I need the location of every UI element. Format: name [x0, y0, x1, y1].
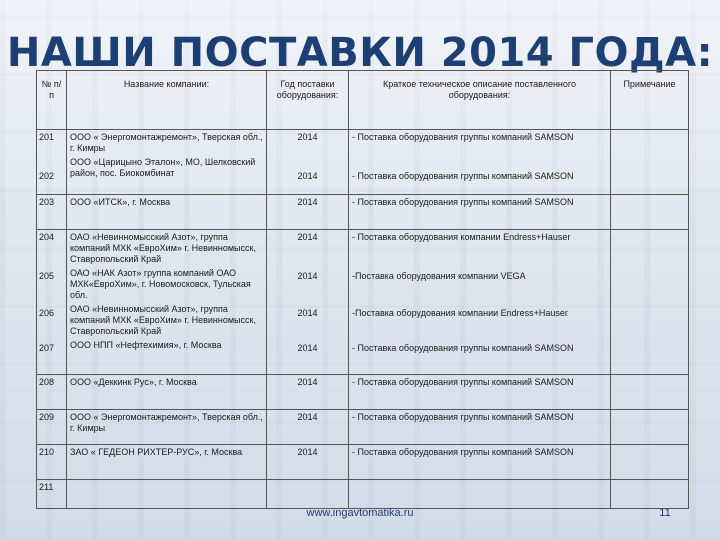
cell-company [67, 480, 267, 509]
table-row [37, 410, 689, 445]
cell-number-line: 207 [39, 343, 55, 353]
cell-description-line: - Поставка оборудования группы компаний SAMSON [352, 447, 574, 457]
cell-note [611, 230, 689, 375]
cell-number [37, 480, 67, 509]
cell-year [267, 410, 349, 445]
cell-number-line: 211 [39, 482, 54, 492]
header-description: Краткое техническое описание поставленного оборудования: [349, 71, 611, 130]
cell-company-line: ООО «ИТСК», г. Москва [70, 197, 171, 207]
page-number: 11 [659, 507, 671, 519]
cell-company [67, 410, 267, 445]
cell-description [349, 130, 611, 195]
cell-number [37, 230, 67, 375]
cell-number [37, 130, 67, 195]
table-row [37, 195, 689, 230]
cell-company-line: ЗАО « ГЕДЕОН РИХТЕР-РУС», г. Москва [70, 447, 243, 457]
cell-number-line: 204 [39, 232, 55, 242]
table-row [37, 445, 689, 480]
header-note: Примечание [611, 71, 689, 130]
cell-number-line: 206 [39, 308, 55, 318]
cell-number-line: 202 [39, 171, 55, 181]
website-link[interactable]: www.ingavtomatika.ru [306, 507, 414, 519]
cell-year-line: 2014 [297, 377, 318, 387]
cell-description [349, 195, 611, 230]
cell-number [37, 445, 67, 480]
cell-description-line: - Поставка оборудования компании Endress+Hauser [352, 232, 571, 242]
table-row [37, 375, 689, 410]
cell-year-line: 2014 [297, 308, 318, 318]
cell-description-line: - Поставка оборудования группы компаний SAMSON [352, 412, 574, 422]
cell-description [349, 480, 611, 509]
cell-description-line: - Поставка оборудования группы компаний SAMSON [352, 343, 574, 353]
cell-description [349, 375, 611, 410]
cell-company [67, 130, 267, 195]
cell-description [349, 445, 611, 480]
cell-number [37, 375, 67, 410]
cell-description [349, 410, 611, 445]
table-body [37, 130, 689, 509]
cell-year [267, 230, 349, 375]
cell-year-line: 2014 [297, 271, 318, 281]
deliveries-table [36, 70, 689, 509]
cell-number-line: 210 [39, 447, 55, 457]
table-row [37, 130, 689, 195]
cell-company [67, 375, 267, 410]
cell-year-line: 2014 [297, 343, 318, 353]
cell-year [267, 195, 349, 230]
cell-number-line: 208 [39, 377, 55, 387]
cell-description-line: - Поставка оборудования группы компаний SAMSON [352, 171, 574, 181]
cell-year-line: 2014 [297, 197, 318, 207]
cell-company-line: ООО «Деккинк Рус», г. Москва [70, 377, 197, 387]
cell-year-line: 2014 [297, 232, 318, 242]
header-year: Год поставки оборудования: [267, 71, 349, 130]
cell-company-line: ОАО «Невинномысский Азот», группа компаний МХК «ЕвроХим» г. Невинномысск, Ставропольский Край [70, 232, 256, 264]
cell-number-line: 209 [39, 412, 55, 422]
cell-year [267, 480, 349, 509]
cell-number-line: 205 [39, 271, 55, 281]
cell-year [267, 375, 349, 410]
cell-description-line: - Поставка оборудования группы компаний SAMSON [352, 132, 574, 142]
cell-number-line: 203 [39, 197, 55, 207]
cell-company-line: ОАО «Невинномысский Азот», группа компаний МХК «ЕвроХим» г. Невинномысск, Ставропольский Край [70, 304, 256, 336]
cell-description-line: -Поставка оборудования компании VEGA [352, 271, 526, 281]
table-row [37, 480, 689, 509]
cell-number-line: 201 [39, 132, 55, 142]
table-row [37, 230, 689, 375]
cell-year [267, 130, 349, 195]
cell-number [37, 195, 67, 230]
cell-company-line: ООО « Энергомонтажремонт», Тверская обл., г. Кимры [70, 412, 263, 433]
header-num: № п/п [37, 71, 67, 130]
cell-year [267, 445, 349, 480]
cell-note [611, 410, 689, 445]
cell-company-line: ОАО «НАК Азот» группа компаний ОАО МХК«ЕвроХим», г. Новомосковск, Тульская обл. [70, 268, 251, 300]
cell-company [67, 445, 267, 480]
cell-company-line: ООО «Царицыно Эталон», МО, Шелковский район, пос. Биокомбинат [70, 157, 256, 178]
header-company: Название компании: [67, 71, 267, 130]
cell-number [37, 410, 67, 445]
cell-company [67, 230, 267, 375]
page-title: НАШИ ПОСТАВКИ 2014 ГОДА: [6, 30, 714, 76]
cell-year-line: 2014 [297, 412, 318, 422]
cell-note [611, 130, 689, 195]
cell-company-line: ООО « Энергомонтажремонт», Тверская обл., г. Кимры [70, 132, 263, 153]
cell-year-line: 2014 [297, 171, 318, 181]
cell-description-line: - Поставка оборудования группы компаний SAMSON [352, 197, 574, 207]
cell-company [67, 195, 267, 230]
cell-year-line: 2014 [297, 132, 318, 142]
cell-note [611, 195, 689, 230]
cell-year-line: 2014 [297, 447, 318, 457]
cell-description-line: - Поставка оборудования группы компаний SAMSON [352, 377, 574, 387]
cell-note [611, 375, 689, 410]
table-header-row [37, 71, 689, 130]
cell-description [349, 230, 611, 375]
cell-company-line: ООО НПП «Нефтехимия», г. Москва [70, 340, 222, 350]
cell-note [611, 445, 689, 480]
cell-description-line: -Поставка оборудования компании Endress+Hauser [352, 308, 568, 318]
cell-note [611, 480, 689, 509]
